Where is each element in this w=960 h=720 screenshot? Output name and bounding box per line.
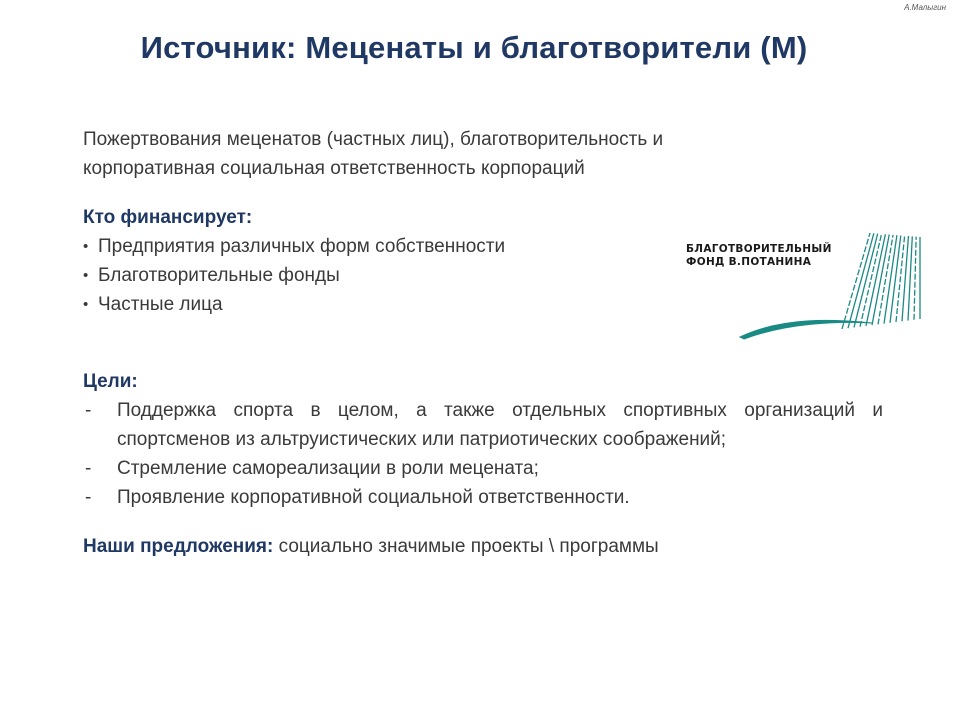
proposals-text: социально значимые проекты \ программы <box>273 536 659 557</box>
list-item <box>83 454 883 483</box>
proposals-label: Наши предложения: <box>83 536 274 557</box>
list-item <box>83 396 883 454</box>
logo-text <box>686 243 832 269</box>
goal-item: Поддержка спорта в целом, а также отдельных спортивных организаций и спортсменов из альтруистических или патриотических соображений; <box>117 400 883 450</box>
author-label: А.Малыгин <box>904 3 946 12</box>
goal-item: Стремление самореализации в роли мецената; <box>117 458 539 479</box>
bullet-icon: • <box>83 238 89 255</box>
funders-heading: Кто финансирует: <box>83 207 253 228</box>
logo-line-2: ФОНД В.ПОТАНИНА <box>686 256 812 268</box>
logo-swoosh <box>740 320 872 339</box>
slide-content <box>83 125 883 561</box>
logo-stripe <box>914 237 916 320</box>
intro-line-1: Пожертвования меценатов (частных лиц), благотворительность и <box>83 129 664 150</box>
dash-marker: - <box>85 458 92 479</box>
intro-line-2: корпоративная социальная ответственность корпораций <box>83 158 585 179</box>
list-item <box>83 483 883 512</box>
funder-item: Предприятия различных форм собственности <box>98 236 506 257</box>
logo-stripe <box>860 234 882 327</box>
goals-heading: Цели: <box>83 371 138 392</box>
logo-stripe <box>848 233 874 328</box>
potanin-foundation-logo <box>682 225 952 343</box>
funder-item: Частные лица <box>98 294 223 315</box>
slide-title: Источник: Меценаты и благотворители (М) <box>140 30 808 65</box>
proposals-line <box>83 532 883 561</box>
bullet-icon: • <box>83 267 89 284</box>
dash-marker: - <box>85 400 92 421</box>
logo-stripe <box>866 234 885 326</box>
logo-stripe <box>908 236 912 320</box>
bullet-icon: • <box>83 296 89 313</box>
funder-item: Благотворительные фонды <box>98 265 340 286</box>
dash-marker: - <box>85 487 92 508</box>
logo-line-1: БЛАГОТВОРИТЕЛЬНЫЙ <box>686 243 832 255</box>
goal-item: Проявление корпоративной социальной ответственности. <box>117 487 630 508</box>
